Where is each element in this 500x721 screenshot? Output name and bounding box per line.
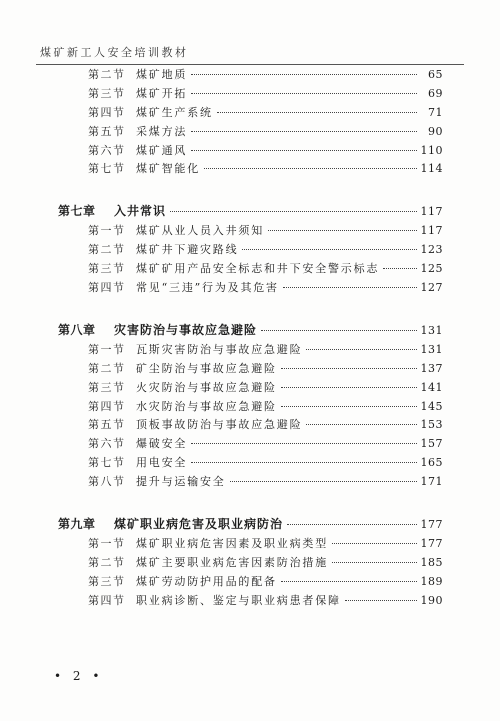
section-title: 矿尘防治与事故应急避险 [136,361,277,375]
section-number: 第五节 [88,124,126,138]
chapter-page-number: 131 [420,323,443,337]
section-number: 第八节 [88,475,126,489]
section-number: 第四节 [88,105,126,119]
section-number: 第三节 [88,262,126,276]
chapter-spacer [58,191,443,201]
section-page-number: 71 [428,105,443,119]
section-page-number: 171 [420,475,443,489]
chapter-page-number: 177 [420,518,443,532]
toc-section-entry[interactable] [58,279,443,298]
dot-leader [191,149,416,151]
section-page-number: 157 [420,437,443,451]
dot-leader [191,92,417,94]
chapter-title: 灾害防治与事故应急避险 [114,322,258,337]
section-page-number: 185 [420,555,443,569]
section-page-number: 90 [428,124,443,138]
section-title: 顶板事故防治与事故应急避险 [136,418,303,432]
section-title: 爆破安全 [136,437,188,451]
section-title: 水灾防治与事故应急避险 [136,399,277,413]
section-title: 火灾防治与事故应急避险 [136,380,277,394]
chapter-spacer [58,310,443,320]
section-title: 煤矿矿用产品安全标志和井下安全警示标志 [136,262,380,276]
dot-leader [170,210,416,212]
header-divider [36,64,464,65]
toc-chapter-entry[interactable] [58,320,443,341]
section-page-number: 177 [420,537,443,551]
dot-leader [217,111,417,113]
toc-section-entry[interactable] [58,260,443,279]
section-number: 第三节 [88,86,126,100]
section-title: 煤矿职业病危害因素及职业病类型 [136,537,328,551]
toc-section-entry[interactable] [58,554,443,573]
chapter-spacer [58,504,443,514]
section-title: 用电安全 [136,456,188,470]
section-number: 第二节 [88,243,126,257]
dot-leader [306,348,416,350]
dot-leader [191,130,417,132]
section-title: 煤矿劳动防护用品的配备 [136,574,277,588]
chapter-title: 入井常识 [114,204,167,219]
section-number: 第一节 [88,224,126,238]
section-page-number: 123 [420,243,443,257]
dot-leader [306,423,416,425]
toc-chapter-entry[interactable] [58,201,443,222]
dot-leader [345,599,417,601]
toc-section-entry[interactable] [58,573,443,592]
toc-section-entry[interactable] [58,473,443,492]
toc-section-entry[interactable] [58,535,443,554]
section-number: 第七节 [88,456,126,470]
group-spacer [58,179,443,191]
section-number: 第二节 [88,68,126,81]
section-number: 第五节 [88,418,126,432]
section-page-number: 127 [420,281,443,295]
dot-leader [261,329,416,331]
dot-leader [281,580,417,582]
section-title: 常见“三违”行为及其危害 [136,281,279,295]
section-title: 煤矿开拓 [136,86,188,100]
section-page-number: 69 [428,86,443,100]
section-title: 煤矿智能化 [136,162,200,176]
dot-leader [287,523,416,525]
running-header: 煤矿新工人安全培训教材 [40,46,189,59]
section-number: 第四节 [88,593,126,607]
toc-section-entry[interactable] [58,435,443,454]
section-page-number: 114 [420,162,443,176]
section-page-number: 141 [420,380,443,394]
toc-section-entry[interactable] [58,142,443,161]
dot-leader [281,386,417,388]
section-page-number: 110 [420,143,443,157]
section-page-number: 125 [420,262,443,276]
section-title: 煤矿通风 [136,143,188,157]
section-title: 煤矿生产系统 [136,105,213,119]
toc-section-entry[interactable] [58,66,443,85]
section-number: 第二节 [88,361,126,375]
chapter-number: 第八章 [58,322,96,337]
toc-section-entry[interactable] [58,104,443,123]
dot-leader [191,461,416,463]
toc-section-entry[interactable] [58,222,443,241]
section-number: 第六节 [88,143,126,157]
section-number: 第一节 [88,537,126,551]
section-title: 煤矿地质 [136,68,188,81]
toc-section-entry[interactable] [58,160,443,179]
toc-section-entry[interactable] [58,454,443,473]
section-number: 第七节 [88,162,126,176]
toc-section-entry[interactable] [58,379,443,398]
section-page-number: 153 [420,418,443,432]
chapter-number: 第七章 [58,204,96,219]
group-spacer [58,298,443,310]
toc-section-entry[interactable] [58,592,443,611]
toc-section-entry[interactable] [58,241,443,260]
toc-section-entry[interactable] [58,360,443,379]
section-number: 第六节 [88,437,126,451]
toc-section-entry[interactable] [58,416,443,435]
section-title: 煤矿主要职业病危害因素防治措施 [136,555,328,569]
toc-section-entry[interactable] [58,398,443,417]
section-title: 煤矿井下避灾路线 [136,243,239,257]
dot-leader [281,367,417,369]
section-number: 第四节 [88,281,126,295]
section-page-number: 137 [420,361,443,375]
section-page-number: 145 [420,399,443,413]
table-of-contents [58,66,443,611]
toc-section-entry[interactable] [58,85,443,104]
section-title: 瓦斯灾害防治与事故应急避险 [136,342,303,356]
chapter-title: 煤矿职业病危害及职业病防治 [114,517,284,532]
section-title: 提升与运输安全 [136,475,226,489]
chapter-page-number: 117 [420,205,443,219]
group-spacer [58,492,443,504]
section-title: 煤矿从业人员入井须知 [136,224,264,238]
section-page-number: 117 [420,224,443,238]
section-number: 第二节 [88,555,126,569]
section-title: 职业病诊断、鉴定与职业病患者保障 [136,593,341,607]
section-title: 采煤方法 [136,124,188,138]
dot-leader [204,167,417,169]
section-page-number: 131 [420,342,443,356]
section-page-number: 189 [420,574,443,588]
dot-leader [230,480,417,482]
dot-leader [191,442,416,444]
toc-chapter-entry[interactable] [58,514,443,535]
page-number: • 2 • [54,669,104,683]
toc-section-entry[interactable] [58,341,443,360]
chapter-number: 第九章 [58,517,96,532]
section-number: 第四节 [88,399,126,413]
dot-leader [242,248,416,250]
section-number: 第三节 [88,574,126,588]
dot-leader [332,561,417,563]
section-number: 第一节 [88,342,126,356]
section-page-number: 65 [428,68,443,81]
dot-leader [191,73,417,75]
section-page-number: 190 [420,593,443,607]
dot-leader [283,286,417,288]
dot-leader [383,267,416,269]
section-number: 第三节 [88,380,126,394]
section-page-number: 165 [420,456,443,470]
dot-leader [281,405,417,407]
toc-section-entry[interactable] [58,123,443,142]
dot-leader [332,542,417,544]
dot-leader [268,229,417,231]
